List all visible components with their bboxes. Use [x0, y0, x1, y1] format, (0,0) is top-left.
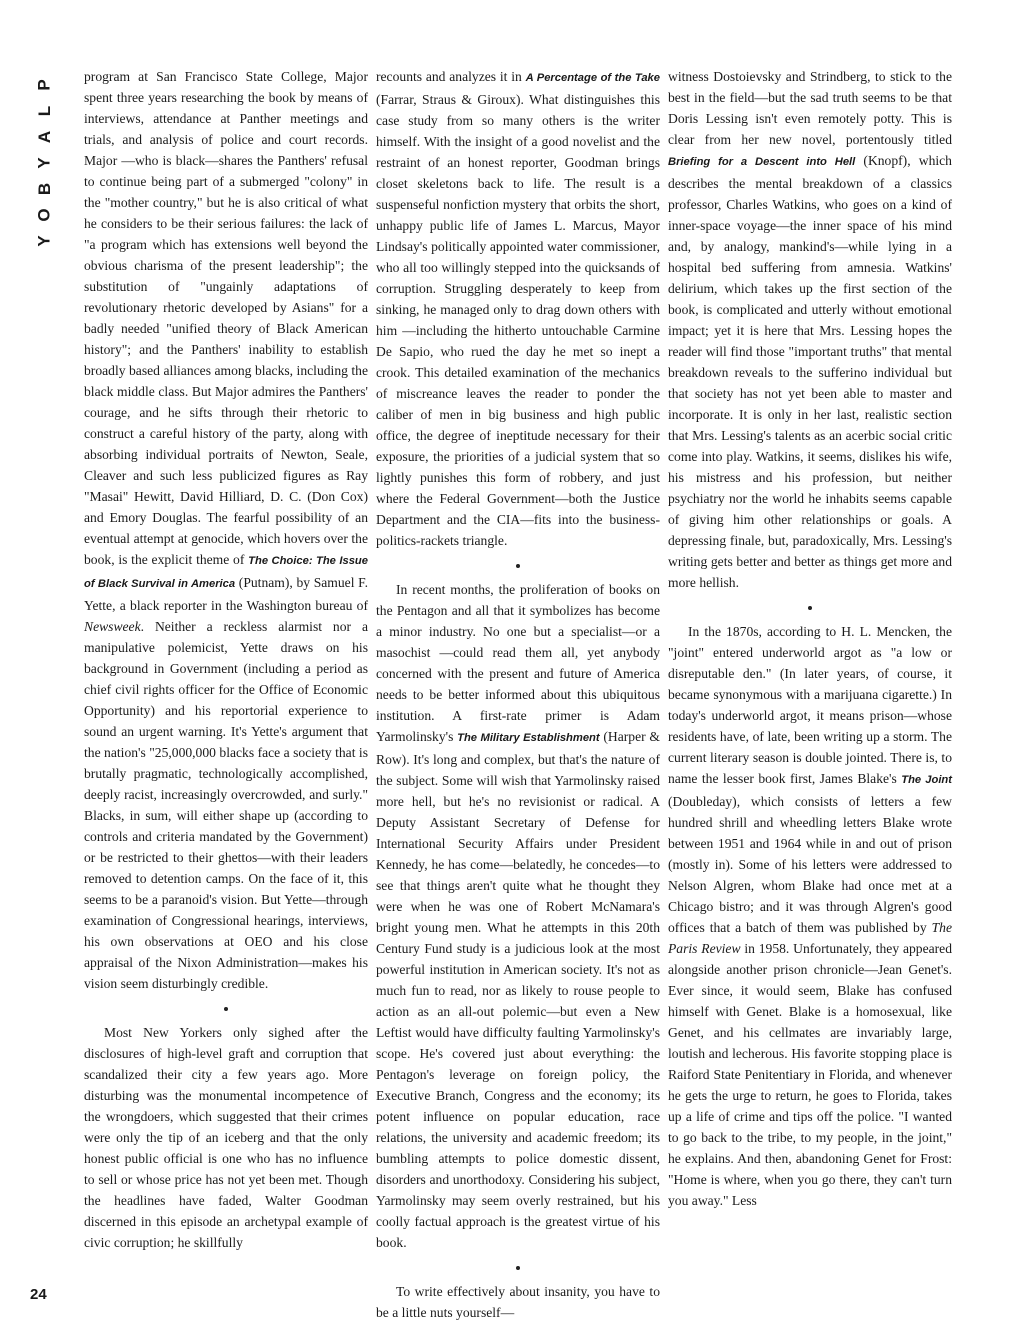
text-run: program at San Francisco State College, Major spent three years researching the book by means of interviews, attendance at Panther meetings and trials, and analysis of police and court records. Major —who is black—shares the Panthers' refusal to continue being part of a submerged "colony" in the "mother country," but he is also critical of what he considers to be their serious failures: the lack of "a program which has extensions well beyond the obvious charisma of the present leadership"; the substitution of "ungainly adaptations of revolutionary rhetoric developed by Asians" for a badly needed "unified theory of Black American history"; and the Panthers' inability to establish broadly based alliances among blacks, including the black middle class. But Major admires the Panthers' courage, and he sifts through their rhetoric to construct a careful history of the party, along with absorbing individual portraits of Newton, Seale, Cleaver and such less publicized figures as Ray "Masai" Hewitt, David Hilliard, D. C. (Don Cox) and Emory Douglas. The fearful possibility of an eventual attempt at genocide, which hovers over the book, is the explicit theme of: [84, 69, 368, 567]
bullet-icon: [516, 564, 520, 568]
paragraph: [84, 66, 368, 994]
masthead-letter: B: [35, 182, 54, 196]
text-run: (Knopf), which describes the mental breakdown of a classics professor, Charles Watkins, who goes on a kind of inner-space voyage—the inner space of his mind and, by analogy, mankind's—while lying in a hospital bed suffering from amnesia. Watkins' delirium, which takes up the first section of the book, is complicated and utterly without emotional impact; yet it is here that Mrs. Lessing hopes the reader will find those "important truths" that mental breakdown reveals to the sufferino individual but that society has not yet been able to master and incorporate. It is only in her last, realistic section that Mrs. Lessing's talents as an acerbic social critic come into play. Watkins, it seems, dislikes his wife, his mistress and his profession, but neither psychiatry nor the world he inhabits seems capable of giving him other relationships or goals. A depressing finale, but, paradoxically, Mrs. Lessing's writing gets better and better as things get more and more hellish.: [668, 153, 952, 590]
publication-name: Newsweek: [84, 619, 141, 634]
text-run: (Doubleday), which consists of letters a few hundred shrill and wheedling letters Blake wrote between 1951 and 1964 while in and out of prison (mostly in). Some of his letters were addressed to Nelson Algren, whom Blake had once met at a Chicago bistro; and it was through Algren's good offices that a batch of them was published by: [668, 794, 952, 935]
text-run: (Harper & Row). It's long and complex, but that's the nature of the subject. Some will wish that Yarmolinsky raised more hell, but he's no revisionist or radical. A Deputy Assistant Secretary of Defense for International Security Affairs under President Kennedy, he has come—belatedly, he concedes—to see that things aren't quite what he thought they were when he was one of Robert McNamara's bright young men. What he attempts in this 20th Century Fund study is a judicious look at the most powerful institution in American society. It's not as much fun to read, nor as likely to rouse people to action as an all-out polemic—but even a New Leftist would have difficulty faulting Yarmolinsky's scope. He's covered just about everything: the Pentagon's leverage on foreign policy, the Executive Branch, Congress and the economy; its potent influence on popular education, race relations, the university and academic freedom; its bumbling attempts to police domestic dissent, disorders and unorthodoxy. Considering his subject, Yarmolinsky may seem overly restrained, but his coolly factual approach is the greatest virtue of his book.: [376, 729, 660, 1250]
column-3: [668, 66, 952, 1211]
column-2: [376, 66, 660, 1323]
text-run: in 1958. Unfortunately, they appeared alongside another prison chronicle—Jean Genet's. Ever since, it would seem, Blake has confused himself with Genet. Blake is a homosexual, like Genet, and his cellmates are invariably large, loutish and lecherous. His favorite stopping place is Raiford State Penitentiary in Florida, and whenever he gets the urge to return, he goes to Florida, takes up a life of crime and tips off the police. "I wanted to go back to the tribe, to my people, in the joint," he explains. And then, abandoning Genet for Frost: "Home is where, when you go there, they can't turn you away." Less: [668, 941, 952, 1208]
bullet-icon: [224, 1007, 228, 1011]
masthead: [20, 72, 70, 254]
paragraph: Most New Yorkers only sighed after the disclosures of high-level graft and corruption that scandalized their city a few years ago. More disturbing was the monumental incompetence of the wrongdoers, which suggested that their crimes were only the tip of an iceberg and that the only honest public official is one who has no influence to sell or whose price has not yet been met. Though the headlines have faded, Walter Goodman discerned in this episode an archetypal example of civic corruption; he skillfully: [84, 1025, 368, 1250]
section-separator: [668, 599, 952, 613]
book-title: The Choice: The Issue of Black Survival in America: [84, 555, 368, 590]
masthead-letter: Y: [35, 235, 54, 247]
text-run: (Putnam), by Samuel F. Yette, a black reporter in the Washington bureau of: [84, 575, 369, 613]
text-run: In recent months, the proliferation of books on the Pentagon and all that it symbolizes has become a minor industry. No one but a specialist—or a masochist —could read them all, yet anybody concerned with the present and future of America needs to be better informed about this ubiquitous institution. A first-rate primer is Adam Yarmolinsky's: [376, 582, 660, 744]
text-run: (Farrar, Straus & Giroux). What distinguishes this case study from so many others is the writer himself. With the insight of a good novelist and the restraint of an honest reporter, Goodman brings closet skeletons back to life. The result is a suspenseful nonfiction mystery that orbits the short, unhappy public life of James L. Marcus, Mayor Lindsay's politically appointed water commissioner, who all too willingly stepped into the quicksands of corruption. Struggling desperately to keep from sinking, he managed only to drag down others with him —including the hitherto untouchable Carmine De Sapio, who rued the day he met so inept a crook. This detailed examination of the mechanics of miscreance leaves the reader to ponder the caliber of men in big business and high public office, the degree of ineptitude necessary for their exposure, the priorities of a judicial system that so lightly punishes this form of robbery, and just where the Federal Government—both the Justice Department and the CIA—fits into the business-politics-rackets triangle.: [376, 92, 660, 548]
masthead-letter: Y: [35, 157, 54, 169]
masthead-letter: L: [34, 105, 54, 117]
bullet-icon: [516, 1266, 520, 1270]
paragraph: [668, 66, 952, 593]
section-separator: [376, 557, 660, 571]
book-title: Briefing for a Descent into Hell: [668, 156, 856, 168]
book-title: A Percentage of the Take: [525, 72, 661, 84]
masthead-letter: O: [34, 208, 54, 222]
publication-name: The Paris Review: [668, 920, 952, 956]
section-separator: [84, 1000, 368, 1014]
text-run: In the 1870s, according to H. L. Mencken, the "joint" entered underworld argot as "a low or disreputable den." (In later years, of course, it became synonymous with a marijuana cigarette.) In today's underworld argot, it means prison—whose residents have, of late, been writing up a storm. The current literary season is double jointed. There is, to name the lesser book first, James Blake's: [668, 624, 952, 786]
book-title: The Military Establishment: [457, 732, 600, 744]
text-run: witness Dostoievsky and Strindberg, to stick to the best in the field—but the sad truth seems to be that Doris Lessing isn't even remotely potty. This is clear from her new novel, portentously titled: [668, 69, 952, 147]
paragraph: [376, 579, 660, 1253]
text-run: . Neither a reckless alarmist nor a manipulative polemicist, Yette draws on his background in Government (including a period as chief civil rights officer for the Office of Economic Opportunity) and his reportorial experience to sound an urgent warning. It's Yette's argument that the nation's "25,000,000 blacks face a society that is brutally pragmatic, technologically accomplished, deeply racist, increasingly overcrowded, and surly." Blacks, in sum, will either shape up (according to controls and criteria mandated by the Government) or be restricted to their ghettos—with their leaders removed to detention camps. On the face of it, this seems to be a paranoid's vision. But Yette—through examination of Congressional hearings, interviews, his own observations at OEO and his close appraisal of the Nixon Administration—makes his vision seem disturbingly credible.: [84, 619, 368, 991]
page-number: 24: [30, 1286, 47, 1303]
text-run: recounts and analyzes it in: [376, 69, 526, 84]
bullet-icon: [808, 606, 812, 610]
paragraph: [376, 66, 660, 551]
book-title: The Joint: [901, 774, 952, 786]
paragraph: To write effectively about insanity, you have to be a little nuts yourself—: [376, 1284, 660, 1320]
column-1: [84, 66, 368, 1253]
masthead-letter: A: [35, 130, 54, 144]
paragraph: [668, 621, 952, 1211]
masthead-letter: P: [35, 79, 54, 91]
section-separator: [376, 1259, 660, 1273]
